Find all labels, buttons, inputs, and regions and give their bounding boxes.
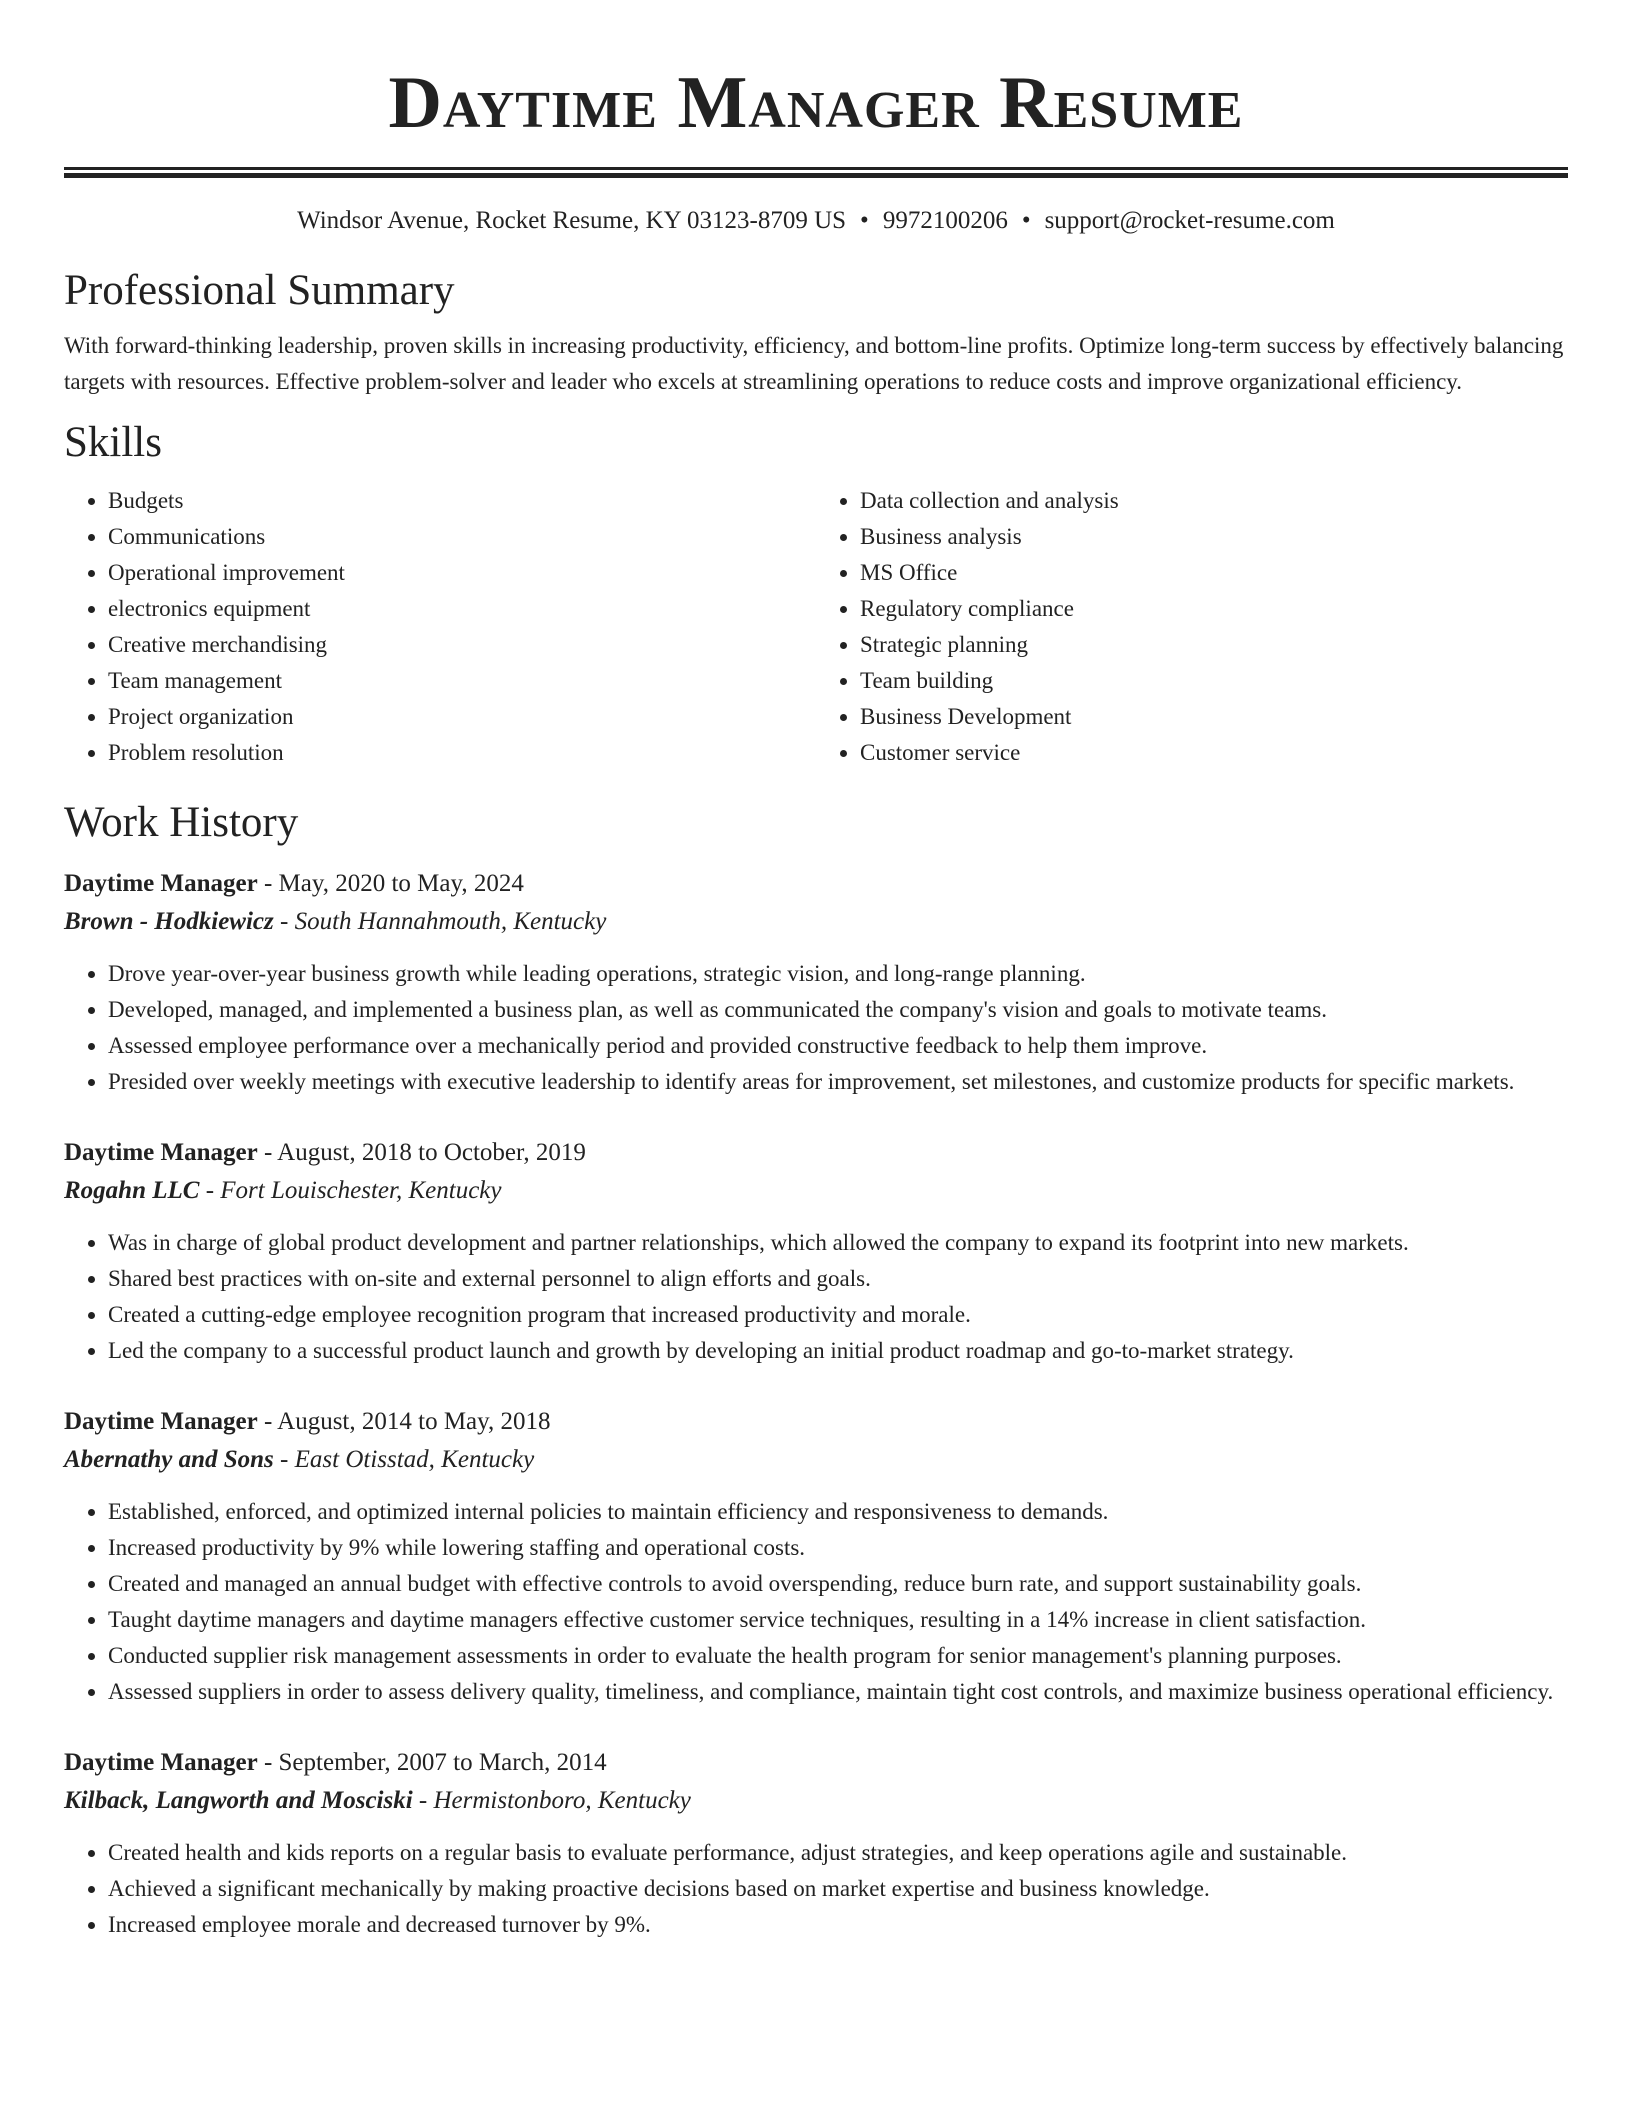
- job-company-line: [64, 1172, 1568, 1210]
- job-bullet: • Drove year-over-year business growth while leading operations, strategic vision, and long-range planning.: [108, 956, 1568, 992]
- job-company: Abernathy and Sons: [64, 1446, 274, 1473]
- job-bullet: • Developed, managed, and implemented a business plan, as well as communicated the company's vision and goals to motivate teams.: [108, 992, 1568, 1028]
- skill-item: • Strategic planning: [860, 627, 1568, 663]
- job-title: Daytime Manager: [64, 1139, 258, 1166]
- skill-item: • Communications: [108, 519, 816, 555]
- job-entry: [64, 1403, 1568, 1710]
- job-title-line: [64, 1134, 1568, 1172]
- job-title: Daytime Manager: [64, 870, 258, 897]
- job-company: Brown - Hodkiewicz: [64, 908, 274, 935]
- job-dates: - August, 2014 to May, 2018: [257, 1408, 551, 1435]
- job-title-line: [64, 1744, 1568, 1782]
- job-location: - East Otisstad, Kentucky: [273, 1446, 535, 1473]
- skill-item: • Project organization: [108, 699, 816, 735]
- job-location: - Fort Louischester, Kentucky: [199, 1177, 502, 1204]
- job-entry: [64, 1134, 1568, 1369]
- job-company-line: [64, 1782, 1568, 1820]
- skill-item: • Regulatory compliance: [860, 591, 1568, 627]
- job-bullet: • Shared best practices with on-site and external personnel to align efforts and goals.: [108, 1261, 1568, 1297]
- job-entry: [64, 1744, 1568, 1943]
- job-bullet: • Assessed suppliers in order to assess delivery quality, timeliness, and compliance, maintain tight cost controls, and maximize business operational efficiency.: [108, 1674, 1568, 1710]
- skill-item: • Creative merchandising: [108, 627, 816, 663]
- skills-columns: [64, 483, 1568, 771]
- job-bullet: • Taught daytime managers and daytime managers effective customer service techniques, resulting in a 14% increase in client satisfaction.: [108, 1602, 1568, 1638]
- contact-email: support@rocket-resume.com: [1044, 207, 1335, 234]
- skill-item: • Business Development: [860, 699, 1568, 735]
- skills-heading: Skills: [64, 419, 162, 466]
- job-bullets: [64, 1835, 1568, 1943]
- resume-page: [64, 0, 1568, 1943]
- job-bullet: • Increased employee morale and decreased turnover by 9%.: [108, 1907, 1568, 1943]
- job-bullets: [64, 1494, 1568, 1710]
- contact-phone: 9972100206: [882, 207, 1008, 234]
- skill-item: • Business analysis: [860, 519, 1568, 555]
- skill-item: • Team building: [860, 663, 1568, 699]
- job-title-line: [64, 1403, 1568, 1441]
- skill-item: • MS Office: [860, 555, 1568, 591]
- job-bullet: • Was in charge of global product development and partner relationships, which allowed the company to expand its footprint into new markets.: [108, 1225, 1568, 1261]
- job-bullet: • Established, enforced, and optimized internal policies to maintain efficiency and responsiveness to demands.: [108, 1494, 1568, 1530]
- job-bullet: • Created health and kids reports on a regular basis to evaluate performance, adjust strategies, and keep operations agile and sustainable.: [108, 1835, 1568, 1871]
- contact-separator: •: [860, 207, 869, 234]
- skill-item: • Customer service: [860, 735, 1568, 771]
- skill-item: • Operational improvement: [108, 555, 816, 591]
- job-company: Rogahn LLC: [64, 1177, 200, 1204]
- contact-line: [64, 204, 1568, 238]
- job-location: - Hermistonboro, Kentucky: [412, 1787, 691, 1814]
- job-title: Daytime Manager: [64, 1408, 258, 1435]
- resume-title: Daytime Manager Resume: [388, 62, 1244, 144]
- skill-item: • Team management: [108, 663, 816, 699]
- skill-item: • Data collection and analysis: [860, 483, 1568, 519]
- contact-address: Windsor Avenue, Rocket Resume, KY 03123-8709 US: [297, 207, 847, 234]
- job-bullet: • Presided over weekly meetings with executive leadership to identify areas for improvement, set milestones, and customize products for specific markets.: [108, 1064, 1568, 1100]
- title-double-rule: [64, 167, 1568, 178]
- job-title: Daytime Manager: [64, 1749, 258, 1776]
- job-bullets: [64, 1225, 1568, 1369]
- job-bullet: • Created and managed an annual budget with effective controls to avoid overspending, reduce burn rate, and support sustainability goals.: [108, 1566, 1568, 1602]
- job-title-line: [64, 865, 1568, 903]
- job-dates: - September, 2007 to March, 2014: [257, 1749, 607, 1776]
- summary-text: With forward-thinking leadership, proven skills in increasing productivity, efficiency, and bottom-line profits. Optimize long-term success by effectively balancing targets with resources. Effective problem-solver and leader who excels at streamlining operations to reduce costs and improve organizational efficiency.: [64, 333, 1564, 394]
- job-bullet: • Increased productivity by 9% while lowering staffing and operational costs.: [108, 1530, 1568, 1566]
- job-location: - South Hannahmouth, Kentucky: [273, 908, 607, 935]
- skill-item: • electronics equipment: [108, 591, 816, 627]
- skill-item: • Budgets: [108, 483, 816, 519]
- job-bullet: • Led the company to a successful product launch and growth by developing an initial product roadmap and go-to-market strategy.: [108, 1333, 1568, 1369]
- job-bullets: [64, 956, 1568, 1100]
- job-dates: - May, 2020 to May, 2024: [257, 870, 524, 897]
- job-dates: - August, 2018 to October, 2019: [257, 1139, 586, 1166]
- job-bullet: • Created a cutting-edge employee recognition program that increased productivity and morale.: [108, 1297, 1568, 1333]
- job-bullet: • Conducted supplier risk management assessments in order to evaluate the health program for senior management's planning purposes.: [108, 1638, 1568, 1674]
- skills-list-left: [64, 483, 816, 771]
- job-entry: [64, 865, 1568, 1100]
- job-company-line: [64, 1441, 1568, 1479]
- job-bullet: • Achieved a significant mechanically by making proactive decisions based on market expertise and business knowledge.: [108, 1871, 1568, 1907]
- job-company: Kilback, Langworth and Mosciski: [64, 1787, 413, 1814]
- work-history-heading: Work History: [64, 799, 299, 846]
- job-bullet: • Assessed employee performance over a mechanically period and provided constructive feedback to help them improve.: [108, 1028, 1568, 1064]
- summary-heading: Professional Summary: [64, 267, 455, 314]
- skills-list-right: [816, 483, 1568, 771]
- job-company-line: [64, 903, 1568, 941]
- contact-separator: •: [1021, 207, 1031, 234]
- skill-item: • Problem resolution: [108, 735, 816, 771]
